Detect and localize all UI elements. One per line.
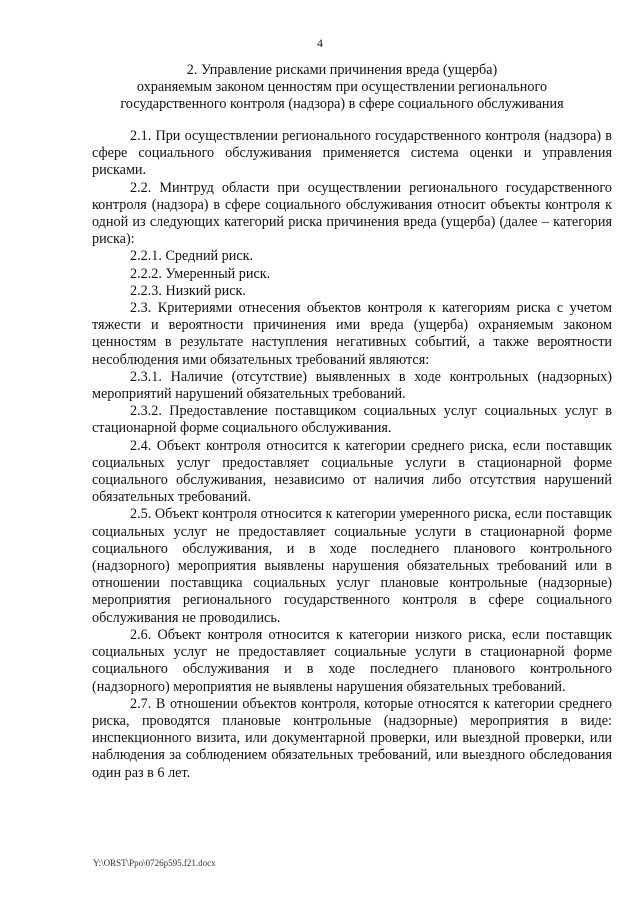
paragraph-2-4: 2.4. Объект контроля относится к категории среднего риска, если поставщик социальных услуг предоставляет социальные услуги в стационарной форме социального обслуживания, независимо от наличия либо отсутствия нарушений обязательных требований.: [92, 437, 612, 506]
paragraph-2-2-2: 2.2.2. Умеренный риск.: [130, 265, 271, 282]
paragraph-2-7: 2.7. В отношении объектов контроля, которые относятся к категории среднего риска, проводятся плановые контрольные (надзорные) мероприятия в виде: инспекционного визита, или документарной проверки, или выездной проверки, или наблюдения за соблюдением обязательных требований, или выездного обследования один раз в 6 лет.: [92, 695, 612, 781]
paragraph-2-1: 2.1. При осуществлении регионального государственного контроля (надзора) в сфере социального обслуживания применяется система оценки и управления рисками.: [92, 128, 612, 179]
section-title-line-2: охраняемым законом ценностям при осуществлении регионального: [136, 79, 548, 95]
file-path-footer: Y:\ORST\Ppo\0726p595.f21.docx: [93, 858, 216, 868]
section-title: [92, 62, 592, 113]
paragraph-2-3-2: 2.3.2. Предоставление поставщиком социальных услуг социальных услуг в стационарной форме социального обслуживания.: [92, 403, 612, 437]
paragraph-2-2-3: 2.2.3. Низкий риск.: [130, 282, 246, 299]
document-body: [92, 128, 612, 782]
paragraph-2-2: 2.2. Минтруд области при осуществлении регионального государственного контроля (надзора) в сфере социального обслуживания относит объекты контроля к одной из следующих категорий риска причинения вреда (ущерба) (далее – категория риска):: [92, 179, 612, 248]
page-number: 4: [317, 36, 323, 50]
section-title-line-3: государственного контроля (надзора) в сфере социального обслуживания: [120, 96, 564, 112]
paragraph-2-6: 2.6. Объект контроля относится к категории низкого риска, если поставщик социальных услуг не предоставляет социальные услуги в стационарной форме социального обслуживания и в ходе последнего планового контрольного (надзорного) мероприятия не выявлены нарушения обязательных требований.: [92, 626, 612, 695]
paragraph-2-2-1: 2.2.1. Средний риск.: [130, 248, 254, 265]
paragraph-2-3: 2.3. Критериями отнесения объектов контроля к категориям риска с учетом тяжести и вероятности причинения ими вреда (ущерба) охраняемым законом ценностям в результате наступления негативных событий, а также вероятности несоблюдения ими обязательных требований являются:: [92, 300, 612, 368]
paragraph-2-5: 2.5. Объект контроля относится к категории умеренного риска, если поставщик социальных услуг не предоставляет социальные услуги в стационарной форме социального обслуживания, и в ходе последнего планового контрольного (надзорного) мероприятия выявлены нарушения обязательных требований или в отношении поставщика социальных услуг плановые контрольные (надзорные) мероприятия регионального государственного контроля в сфере социального обслуживания не проводились.: [92, 506, 612, 626]
paragraph-2-3-1: 2.3.1. Наличие (отсутствие) выявленных в ходе контрольных (надзорных) мероприятий нарушений обязательных требований.: [92, 368, 612, 403]
section-title-line-1: 2. Управление рисками причинения вреда (ущерба): [186, 62, 498, 78]
